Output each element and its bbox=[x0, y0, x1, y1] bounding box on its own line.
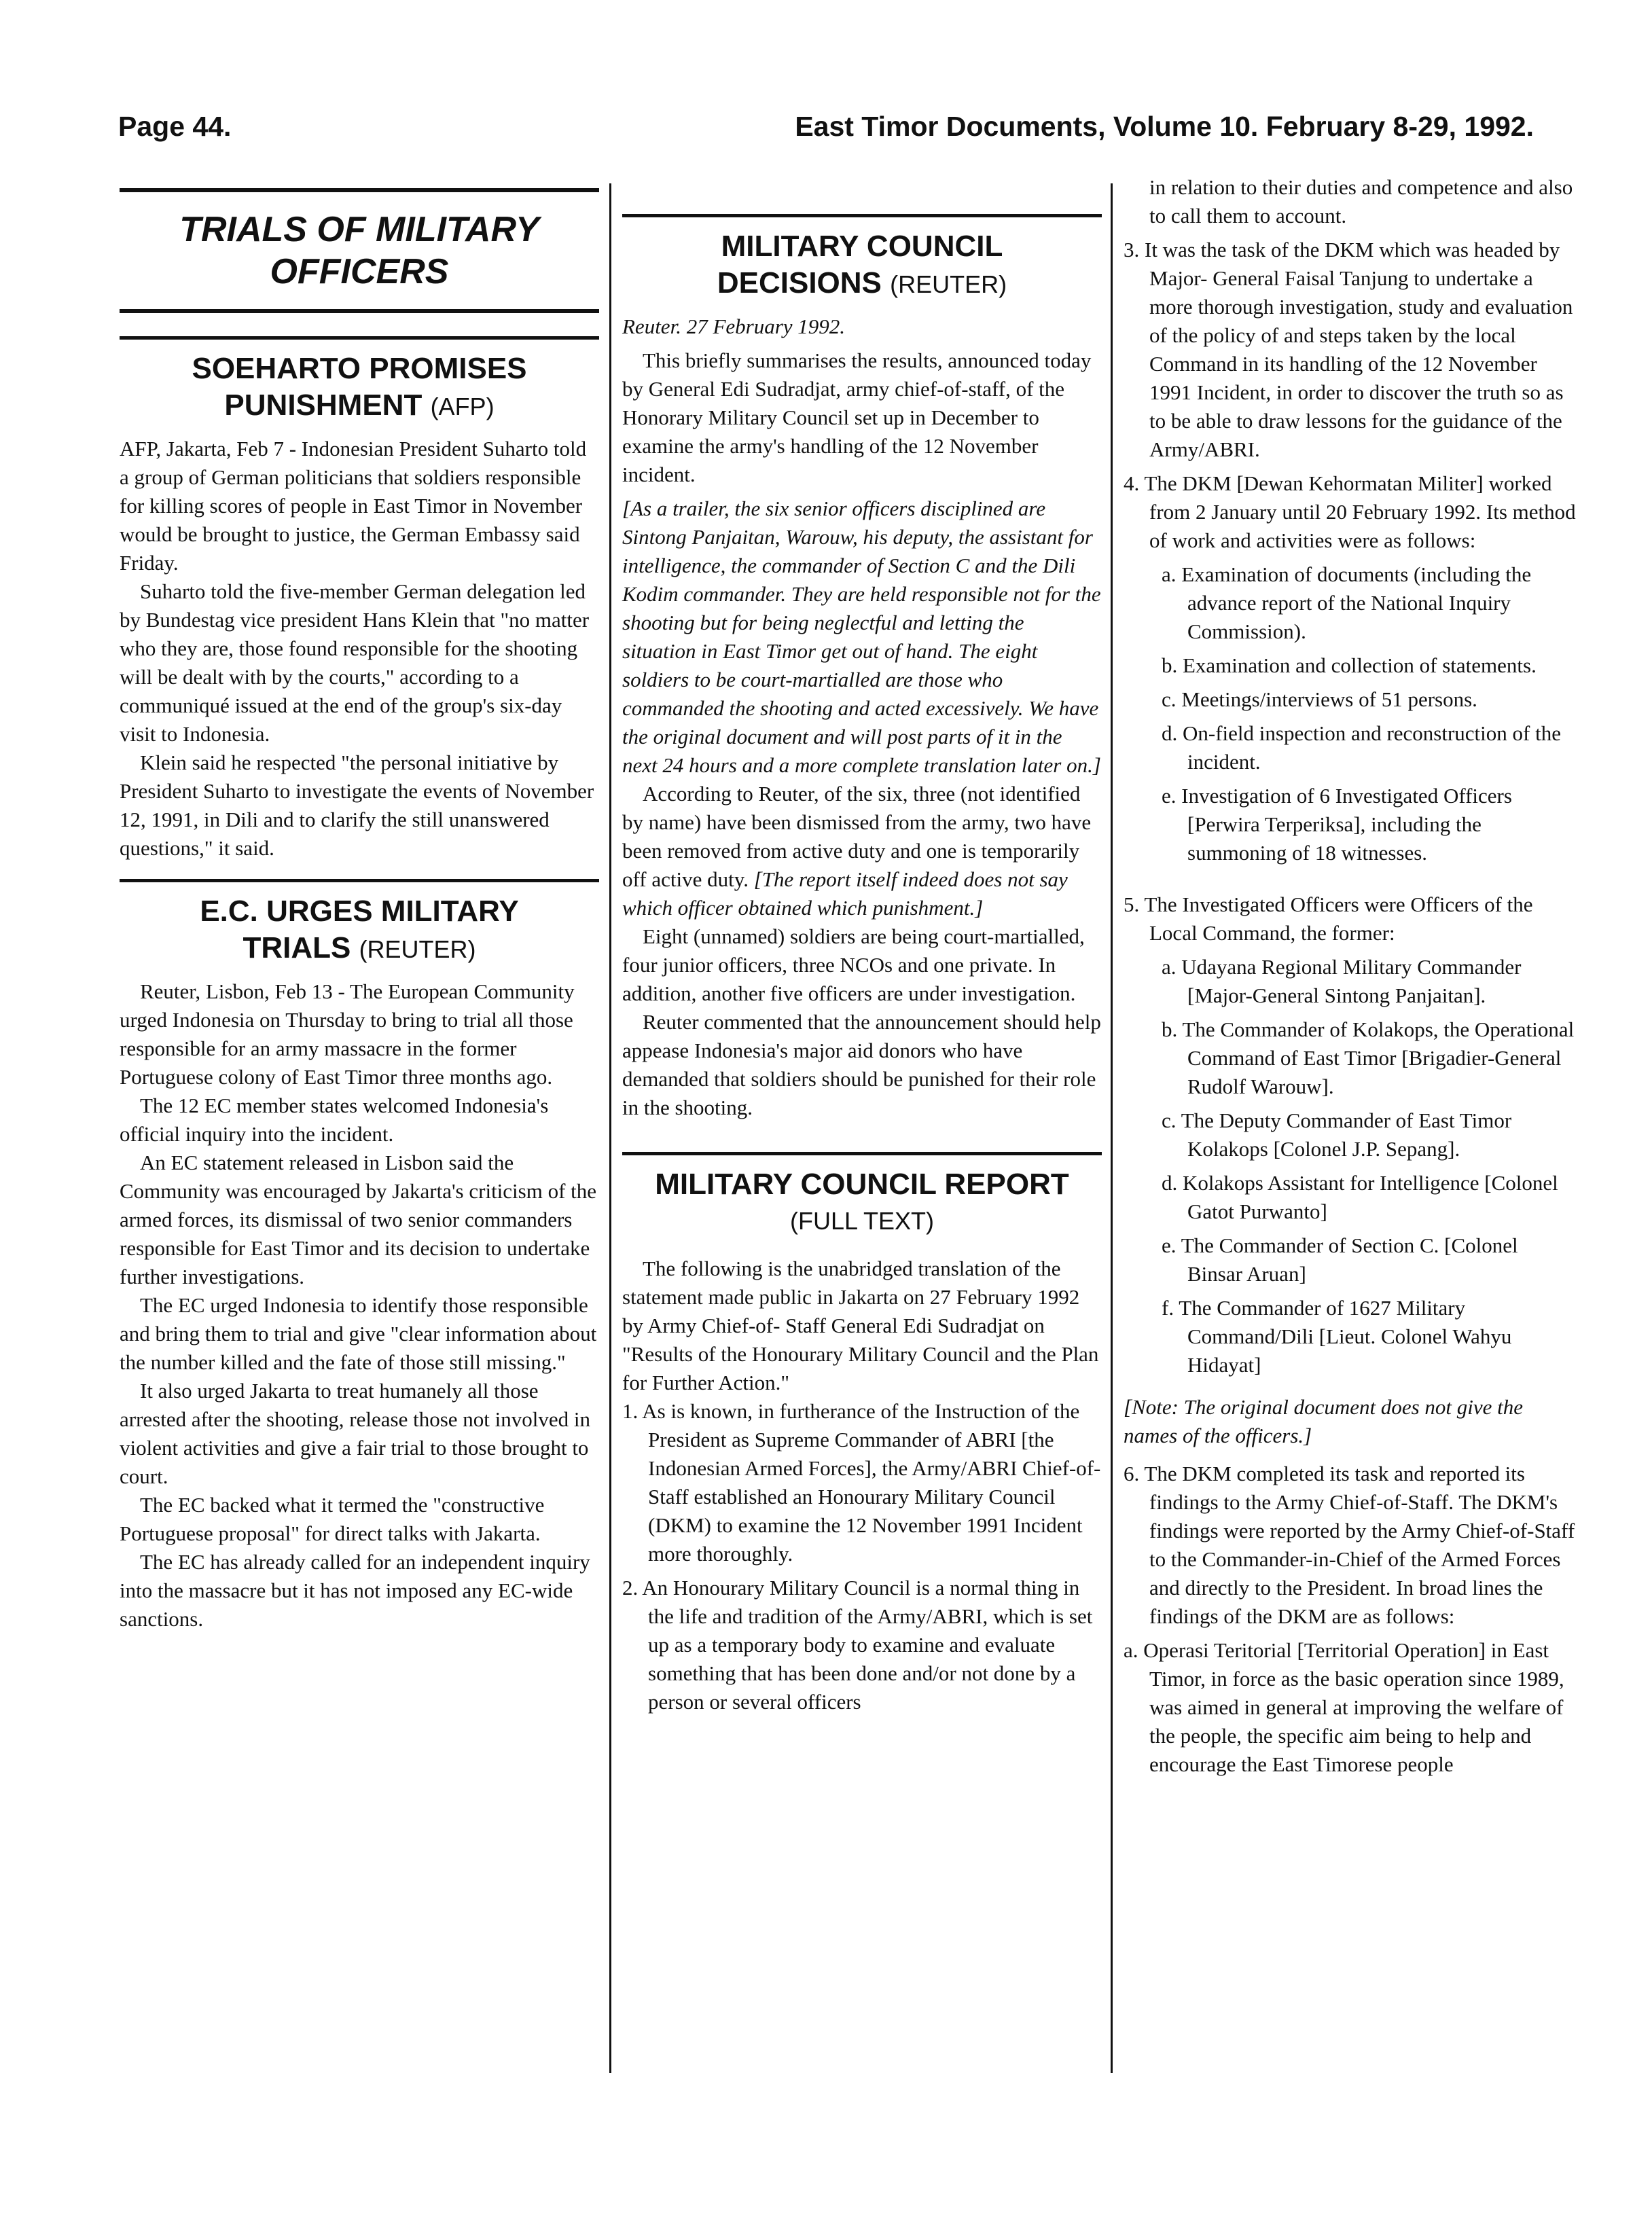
inline-note: [The report itself indeed does not say which officer obtained which punishment.] bbox=[622, 867, 1068, 920]
paragraph: Klein said he respected "the personal initiative by President Suharto to investigate the events of November 12, 1991, in Dili and to clarify the still unanswered questions," it said. bbox=[120, 751, 594, 860]
sub-list-item: b. The Commander of Kolakops, the Operational Command of East Timor [Brigadier-General Rudolf Warouw]. bbox=[1162, 1017, 1575, 1098]
article-rule bbox=[120, 336, 599, 340]
sub-list-item: d. On-field inspection and reconstruction of the incident. bbox=[1162, 721, 1561, 774]
article-title bbox=[622, 1166, 1102, 1240]
article-rule bbox=[622, 214, 1102, 217]
list-item: 5. The Investigated Officers were Officers of the Local Command, the former: bbox=[1124, 892, 1533, 945]
article-rule bbox=[622, 1152, 1102, 1155]
paragraph: Eight (unnamed) soldiers are being court-martialled, four junior officers, three NCOs and one private. In addition, another five officers are under investigation. bbox=[622, 924, 1085, 1005]
publication-title: East Timor Documents, Volume 10. February 8-29, 1992. bbox=[795, 111, 1534, 142]
sub-list-item: d. Kolakops Assistant for Intelligence [Colonel Gatot Purwanto] bbox=[1162, 1171, 1558, 1223]
paragraph: An EC statement released in Lisbon said the Community was encouraged by Jakarta's criticism of the armed forces, its dismissal of two senior commanders responsible for East Timor and its decision to undertake further investigations. bbox=[120, 1151, 597, 1288]
article-title bbox=[622, 228, 1102, 303]
column-1 bbox=[120, 173, 599, 1633]
paragraph-text: According to Reuter, of the six, three (not identified by name) have been dismissed from the army, two have been removed from active duty and one is temporarily off active duty. bbox=[622, 782, 1092, 891]
column-divider bbox=[609, 183, 611, 2073]
article-title-line-2: DECISIONS bbox=[717, 266, 882, 300]
list-item-continued: in relation to their duties and competence and also to call them to account. bbox=[1149, 175, 1573, 228]
list-item: 1. As is known, in furtherance of the Instruction of the President as Supreme Commander of ABRI [the Indonesian Armed Forces], the Army/ABRI Chief-of-Staff established an Honourary Military Council (DKM) to examine the 12 November 1991 Incident more thoroughly. bbox=[622, 1399, 1101, 1566]
paragraph: It also urged Jakarta to treat humanely all those arrested after the shooting, release those not involved in violent activities and give a fair trial to those brought to court. bbox=[120, 1379, 590, 1488]
sub-list-item: a. Examination of documents (including the advance report of the National Inquiry Commission). bbox=[1162, 562, 1532, 643]
sub-list-item: a. Udayana Regional Military Commander [Major-General Sintong Panjaitan]. bbox=[1162, 955, 1522, 1007]
page-number: Page 44. bbox=[118, 111, 232, 142]
paragraph bbox=[622, 780, 1102, 922]
sub-list-item: e. The Commander of Section C. [Colonel Binsar Aruan] bbox=[1162, 1233, 1518, 1286]
article-title bbox=[120, 350, 599, 425]
list-item: 2. An Honourary Military Council is a normal thing in the life and tradition of the Army/ABRI, which is set up as a temporary body to examine and evaluate something that has been done and/or not done by a person or several officers bbox=[622, 1576, 1093, 1714]
list-item: 6. The DKM completed its task and reported its findings to the Army Chief-of-Staff. The DKM's findings were reported by the Army Chief-of-Staff to the Commander-in-Chief of the Armed Forces and directly to the President. In broad lines the findings of the DKM are as follows: bbox=[1124, 1462, 1575, 1628]
column-3 bbox=[1124, 173, 1576, 1784]
article-title-line-2: (FULL TEXT) bbox=[789, 1207, 935, 1235]
article-source: (REUTER) bbox=[890, 270, 1007, 298]
article-title-line-1: MILITARY COUNCIL bbox=[721, 230, 1003, 263]
paragraph: AFP, Jakarta, Feb 7 - Indonesian President Suharto told a group of German politicians that soldiers responsible for killing scores of people in East Timor in November would be brought to justice, the German Embassy said Friday. bbox=[120, 437, 587, 575]
section-heading bbox=[120, 209, 599, 293]
article-source: (REUTER) bbox=[359, 935, 476, 963]
sub-list-item: b. Examination and collection of statements. bbox=[1162, 653, 1537, 677]
sub-list-item: f. The Commander of 1627 Military Command/Dili [Lieut. Colonel Wahyu Hidayat] bbox=[1162, 1296, 1512, 1377]
section-rule bbox=[120, 188, 599, 192]
paragraph: The EC backed what it termed the "constructive Portuguese proposal" for direct talks with Jakarta. bbox=[120, 1493, 545, 1545]
paragraph: Suharto told the five-member German delegation led by Bundestag vice president Hans Klein that "no matter who they are, those found responsible for the shooting will be dealt with by the courts," according to a communiqué issued at the end of the group's six-day visit to Indonesia. bbox=[120, 579, 590, 746]
list-item: 4. The DKM [Dewan Kehormatan Militer] worked from 2 January until 20 February 1992. Its method of work and activities were as follows: bbox=[1124, 471, 1576, 552]
paragraph: Reuter commented that the announcement should help appease Indonesia's major aid donors who have demanded that soldiers should be punished for their role in the shooting. bbox=[622, 1010, 1101, 1119]
section-heading-line-1: TRIALS OF MILITARY bbox=[179, 210, 539, 249]
sub-list-item: e. Investigation of 6 Investigated Officers [Perwira Terperiksa], including the summoning of 18 witnesses. bbox=[1162, 784, 1512, 865]
editor-note: [As a trailer, the six senior officers disciplined are Sintong Panjaitan, Warouw, his deputy, the assistant for intelligence, the commander of Section C and the Dili Kodim commander. They are held responsible not for the shooting but for being neglectful and letting the situation in East Timor get out of hand. The eight soldiers to be court-martialled are those who commanded the shooting and acted excessively. We have the original document and will post parts of it in the next 24 hours and a more complete translation later on.] bbox=[622, 496, 1101, 777]
article-rule bbox=[120, 879, 599, 882]
list-item: 3. It was the task of the DKM which was headed by Major- General Faisal Tanjung to undertake a more thorough investigation, study and evaluation of the policy of and steps taken by the local Command in its handling of the 12 November 1991 Incident, in order to discover the truth so as to be able to draw lessons for the guidance of the Army/ABRI. bbox=[1124, 238, 1573, 461]
dateline: Reuter. 27 February 1992. bbox=[622, 314, 846, 338]
list-item: a. Operasi Teritorial [Territorial Operation] in East Timor, in force as the basic operation since 1989, was aimed in general at improving the welfare of the people, the specific aim being to help and encourage the East Timorese people bbox=[1124, 1638, 1564, 1776]
paragraph: The following is the unabridged translation of the statement made public in Jakarta on 27 February 1992 by Army Chief-of- Staff General Edi Sudradjat on "Results of the Honourary Military Council and the Plan for Further Action." bbox=[622, 1257, 1099, 1394]
paragraph: The 12 EC member states welcomed Indonesia's official inquiry into the incident. bbox=[120, 1094, 549, 1146]
article-title-line-1: SOEHARTO PROMISES bbox=[192, 352, 527, 385]
editor-note: [Note: The original document does not give the names of the officers.] bbox=[1124, 1395, 1524, 1447]
sub-list-item: c. Meetings/interviews of 51 persons. bbox=[1162, 687, 1477, 711]
sub-list-item: c. The Deputy Commander of East Timor Kolakops [Colonel J.P. Sepang]. bbox=[1162, 1108, 1512, 1161]
article-title-line-2: TRIALS bbox=[243, 931, 351, 964]
paragraph: The EC urged Indonesia to identify those responsible and bring them to trial and give "clear information about the number killed and the fate of those still missing." bbox=[120, 1293, 597, 1374]
article-title-line-1: MILITARY COUNCIL REPORT bbox=[655, 1168, 1069, 1201]
article-title-line-1: E.C. URGES MILITARY bbox=[200, 895, 519, 928]
section-rule bbox=[120, 309, 599, 313]
section-heading-line-2: OFFICERS bbox=[270, 252, 449, 291]
article-title bbox=[120, 893, 599, 968]
column-2 bbox=[622, 173, 1102, 1722]
column-divider bbox=[1111, 183, 1113, 2073]
paragraph: This briefly summarises the results, announced today by General Edi Sudradjat, army chief-of-staff, of the Honorary Military Council set up in December to examine the army's handling of the 12 November incident. bbox=[622, 348, 1092, 486]
paragraph: Reuter, Lisbon, Feb 13 - The European Community urged Indonesia on Thursday to bring to trial all those responsible for an army massacre in the former Portuguese colony of East Timor three months ago. bbox=[120, 979, 575, 1089]
paragraph: The EC has already called for an independent inquiry into the massacre but it has not imposed any EC-wide sanctions. bbox=[120, 1550, 590, 1631]
article-source: (AFP) bbox=[430, 393, 495, 420]
article-title-line-2: PUNISHMENT bbox=[224, 389, 423, 422]
spacer bbox=[1124, 873, 1576, 890]
